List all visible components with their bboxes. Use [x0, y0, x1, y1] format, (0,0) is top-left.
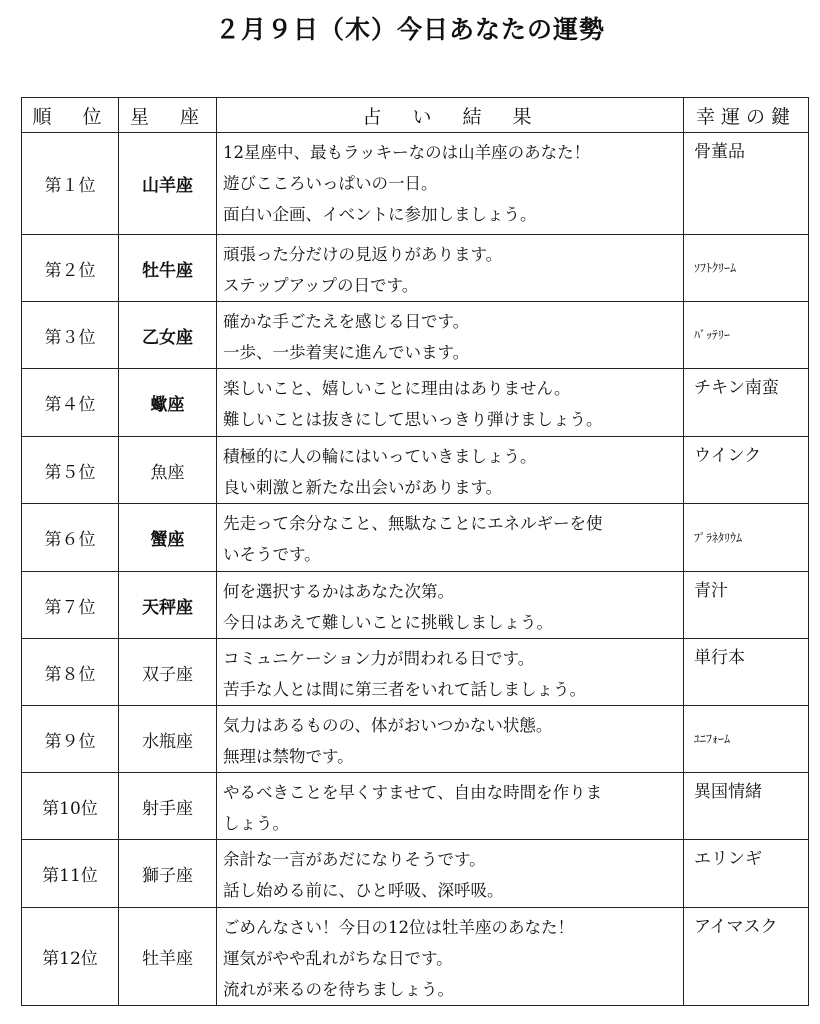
sign-cell: 牡羊座 — [119, 908, 217, 1006]
sign-cell: 牡牛座 — [119, 235, 217, 302]
rank-cell: 第９位 — [22, 706, 119, 773]
lucky-item-cell: 青汁 — [684, 572, 809, 639]
result-cell — [217, 369, 684, 437]
sign-cell: 山羊座 — [119, 133, 217, 235]
result-line: 一歩、一歩着実に進んでいます。 — [223, 343, 470, 362]
header-row — [22, 98, 809, 133]
sign-cell: 獅子座 — [119, 840, 217, 908]
result-line: 難しいことは抜きにして思いっきり弾けましょう。 — [223, 410, 603, 429]
result-line: 良い刺激と新たな出会いがあります。 — [223, 478, 503, 497]
result-line: 苦手な人とは間に第三者をいれて話しましょう。 — [223, 680, 586, 699]
rank-cell: 第10位 — [22, 773, 119, 840]
result-line: 積極的に人の輪にはいっていきましょう。 — [223, 447, 537, 466]
rank-cell: 第12位 — [22, 908, 119, 1006]
rank-cell: 第８位 — [22, 639, 119, 706]
result-cell — [217, 773, 684, 840]
lucky-item-cell: 異国情緒 — [684, 773, 809, 840]
lucky-item-cell: ﾊﾞｯﾃﾘｰ — [684, 302, 809, 369]
result-line: 話し始める前に、ひと呼吸、深呼吸。 — [223, 881, 504, 900]
sign-cell: 双子座 — [119, 639, 217, 706]
rank-cell: 第６位 — [22, 504, 119, 572]
lucky-item-cell: ウインク — [684, 437, 809, 504]
result-line: コミュニケーション力が問われる日です。 — [223, 649, 535, 668]
result-cell — [217, 437, 684, 504]
table-row — [22, 773, 809, 840]
result-line: 気力はあるものの、体がおいつかない状態。 — [223, 716, 553, 735]
rank-cell: 第１位 — [22, 133, 119, 235]
sign-cell: 天秤座 — [119, 572, 217, 639]
result-line: 流れが来るのを待ちましょう。 — [223, 980, 454, 999]
rank-cell: 第11位 — [22, 840, 119, 908]
result-line: いそうです。 — [223, 545, 321, 564]
lucky-item-cell: エリンギ — [684, 840, 809, 908]
rank-cell: 第３位 — [22, 302, 119, 369]
result-cell — [217, 235, 684, 302]
table-row — [22, 840, 809, 908]
table-row — [22, 639, 809, 706]
lucky-item-cell: ﾌﾟﾗﾈﾀﾘｳﾑ — [684, 504, 809, 572]
lucky-item-cell: チキン南蛮 — [684, 369, 809, 437]
rank-cell: 第７位 — [22, 572, 119, 639]
sign-cell: 蠍座 — [119, 369, 217, 437]
lucky-item-cell: ﾕﾆﾌｫｰﾑ — [684, 706, 809, 773]
table-row — [22, 504, 809, 572]
result-line: 面白い企画、イベントに参加しましょう。 — [223, 205, 537, 224]
result-cell — [217, 840, 684, 908]
result-cell — [217, 706, 684, 773]
result-line: 12星座中、最もラッキーなのは山羊座のあなた！ — [223, 143, 591, 162]
table-row — [22, 908, 809, 1006]
table-row — [22, 369, 809, 437]
lucky-item-cell: 骨董品 — [684, 133, 809, 235]
table-row — [22, 706, 809, 773]
result-line: ステップアップの日です。 — [223, 276, 419, 295]
table-row — [22, 302, 809, 369]
result-line: 確かな手ごたえを感じる日です。 — [223, 312, 470, 331]
table-row — [22, 572, 809, 639]
page-title: ２月９日（木）今日あなたの運勢 — [214, 15, 605, 44]
header-rank: 順 位 — [22, 98, 119, 133]
result-line: 先走って余分なこと、無駄なことにエネルギーを使 — [223, 514, 603, 533]
header-result: 占 い 結 果 — [217, 98, 684, 133]
result-cell — [217, 572, 684, 639]
rank-cell: 第４位 — [22, 369, 119, 437]
header-sign: 星 座 — [119, 98, 217, 133]
result-line: やるべきことを早くすませて、自由な時間を作りま — [223, 783, 603, 802]
fortune-table — [21, 97, 809, 1006]
sign-cell: 水瓶座 — [119, 706, 217, 773]
result-line: 何を選択するかはあなた次第。 — [223, 582, 454, 601]
result-line: 余計な一言があだになりそうです。 — [223, 850, 486, 869]
lucky-item-cell: アイマスク — [684, 908, 809, 1006]
sign-cell: 蟹座 — [119, 504, 217, 572]
lucky-item-cell: ｿﾌﾄｸﾘｰﾑ — [684, 235, 809, 302]
table-row — [22, 133, 809, 235]
rank-cell: 第５位 — [22, 437, 119, 504]
result-line: 頑張った分だけの見返りがあります。 — [223, 245, 503, 264]
result-cell — [217, 504, 684, 572]
table-row — [22, 437, 809, 504]
sign-cell: 射手座 — [119, 773, 217, 840]
sign-cell: 乙女座 — [119, 302, 217, 369]
result-line: しょう。 — [223, 814, 289, 833]
result-line: 遊びこころいっぱいの一日。 — [223, 174, 438, 193]
table-row — [22, 235, 809, 302]
result-cell — [217, 133, 684, 235]
result-line: 無理は禁物です。 — [223, 747, 354, 766]
result-cell — [217, 302, 684, 369]
result-cell — [217, 639, 684, 706]
result-cell — [217, 908, 684, 1006]
lucky-item-cell: 単行本 — [684, 639, 809, 706]
rank-cell: 第２位 — [22, 235, 119, 302]
result-line: ごめんなさい！今日の12位は牡羊座のあなた！ — [223, 918, 574, 937]
sign-cell: 魚座 — [119, 437, 217, 504]
header-lucky-key: 幸運の鍵 — [684, 98, 809, 133]
result-line: 今日はあえて難しいことに挑戦しましょう。 — [223, 613, 553, 632]
result-line: 運気がやや乱れがちな日です。 — [223, 949, 453, 968]
result-line: 楽しいこと、嬉しいことに理由はありません。 — [223, 379, 571, 398]
